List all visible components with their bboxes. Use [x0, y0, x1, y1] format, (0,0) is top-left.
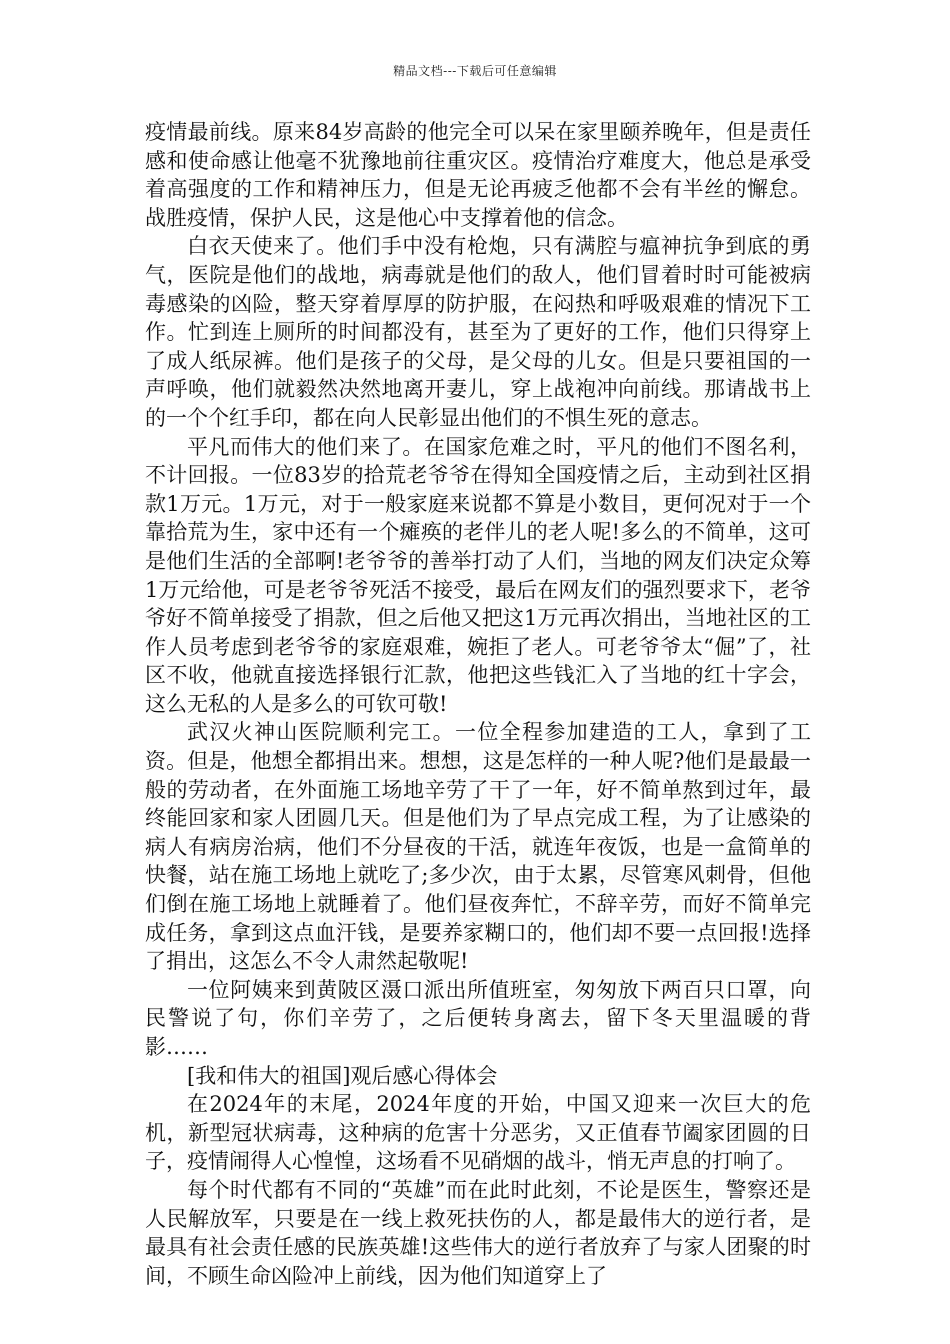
paragraph-5: 一位阿姨来到黄陂区滠口派出所值班室，匆匆放下两百只口罩，向民警说了句，你们辛劳了，之后便转身离去，留下冬天里温暖的背影……: [145, 977, 811, 1059]
paragraph-4: 武汉火神山医院顺利完工。一位全程参加建造的工人，拿到了工资。但是，他想全都捐出来。想想，这是怎样的一种人呢?他们是最最一般的劳动者，在外面施工场地辛劳了干了一年，好不简单熬到过年，最终能回家和家人团圆几天。但是他们为了早点完成工程，为了让感染的病人有病房治病，他们不分昼夜的干活，就连年夜饭，也是一盒简单的快餐，站在施工场地上就吃了;多少次，由于太累，尽管寒风刺骨，但他们倒在施工场地上就睡着了。他们昼夜奔忙，不辞辛劳，而好不简单完成任务，拿到这点血汗钱，是要养家糊口的，他们却不要一点回报!选择了捐出，这怎么不令人肃然起敬呢!: [145, 720, 811, 974]
paragraph-1: 疫情最前线。原来84岁高龄的他完全可以呆在家里颐养晚年，但是责任感和使命感让他毫不犹豫地前往重灾区。疫情治疗难度大，他总是承受着高强度的工作和精神压力，但是无论再疲乏他都不会有半丝的懈怠。战胜疫情，保护人民，这是他心中支撑着他的信念。: [145, 120, 811, 230]
document-body: [145, 118, 811, 1290]
paragraph-2: 白衣天使来了。他们手中没有枪炮，只有满腔与瘟神抗争到底的勇气，医院是他们的战地，病毒就是他们的敌人，他们冒着时时可能被病毒感染的凶险，整天穿着厚厚的防护服，在闷热和呼吸艰难的情况下工作。忙到连上厕所的时间都没有，甚至为了更好的工作，他们只得穿上了成人纸尿裤。他们是孩子的父母，是父母的儿女。但是只要祖国的一声呼唤，他们就毅然决然地离开妻儿，穿上战袍冲向前线。那请战书上的一个个红手印，都在向人民彰显出他们的不惧生死的意志。: [145, 234, 811, 430]
section-title: [我和伟大的祖国]观后感心得体会: [187, 1063, 498, 1088]
paragraph-6: 在2024年的末尾，2024年度的开始，中国又迎来一次巨大的危机，新型冠状病毒，这种病的危害十分恶劣，又正值春节阖家团圆的日子，疫情闹得人心惶惶，这场看不见硝烟的战斗，悄无声息的打响了。: [145, 1092, 811, 1174]
paragraph-3: 平凡而伟大的他们来了。在国家危难之时，平凡的他们不图名利，不计回报。一位83岁的拾荒老爷爷在得知全国疫情之后，主动到社区捐款1万元。1万元，对于一般家庭来说都不算是小数目，更何况对于一个靠拾荒为生，家中还有一个瘫痪的老伴儿的老人呢!多么的不简单，这可是他们生活的全部啊!老爷爷的善举打动了人们，当地的网友们决定众筹1万元给他，可是老爷爷死活不接受，最后在网友们的强烈要求下，老爷爷好不简单接受了捐款，但之后他又把这1万元再次捐出，当地社区的工作人员考虑到老爷爷的家庭艰难，婉拒了老人。可老爷爷太“倔”了，社区不收，他就直接选择银行汇款，他把这些钱汇入了当地的红十字会，这么无私的人是多么的可钦可敬!: [145, 434, 811, 716]
paragraph-7: 每个时代都有不同的“英雄”而在此时此刻，不论是医生，警察还是人民解放军，只要是在一线上救死扶伤的人，都是最伟大的逆行者，是最具有社会责任感的民族英雄!这些伟大的逆行者放弃了与家人团聚的时间，不顾生命凶险冲上前线，因为他们知道穿上了: [145, 1177, 811, 1288]
page-header: 精品文档---下载后可任意编辑: [393, 64, 557, 78]
